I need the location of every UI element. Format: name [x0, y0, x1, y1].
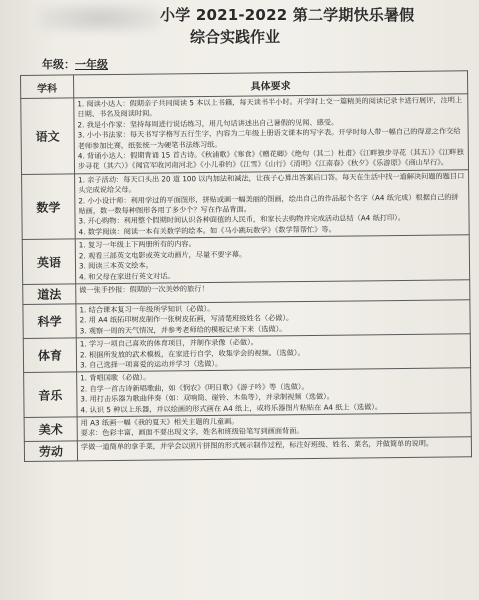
requirement-item: 用 A3 纸画一幅《我的夏天》相关主题的儿童画。 — [80, 416, 239, 428]
page-subtitle: 综合实践作业 — [190, 28, 281, 46]
subject-cell: 数学 — [22, 174, 76, 240]
requirement-item: 3. 用打击乐器为歌曲伴奏（如：双响筒、碰铃、木鱼等），并录制视频（选做）。 — [80, 391, 334, 404]
requirement-item: 1. 背唱国歌（必做）。 — [80, 372, 151, 383]
table-row — [22, 170, 470, 240]
table-row — [24, 368, 471, 417]
requirement-item: 1. 阅读小达人：假期亲子共同阅读 5 本以上书籍，每天读书半小时。开学时上交一篇精美的阅读记录卡进行展评，注明上日期、书名及阅读时间。 — [77, 95, 463, 119]
subject-cell: 音乐 — [24, 372, 77, 417]
subject-cell: 道法 — [23, 284, 76, 305]
requirement-item: 2. 小小设计师：利用学过的平面图形，拼贴或画一幅美丽的图画，绘出自己的作品起个名字（A4 纸完成）根据自己的拼贴画，数一数每种图形各用了多少个？写在作品背面。 — [78, 192, 459, 216]
requirement-item: 3. 阅读三本英文绘本。 — [78, 260, 153, 271]
requirement-item: 1. 结合课本复习一年级所学知识（必做）。 — [79, 303, 215, 315]
table-row — [21, 94, 469, 175]
requirement-item: 3. 小小书法家：每天书写字格写五行生字，内容为二年级上册语文课本的写字表。开学时每人带一幅自己的得意之作交给老师参加比赛，纸张统一为硬笔书法练习纸。 — [77, 126, 461, 151]
requirement-item: 3. 自己选择一项喜爱的运动并学习（选做）。 — [79, 358, 223, 370]
requirement-item: 1. 复习一年级上下两册所有的内容。 — [78, 239, 196, 250]
requirements-cell — [75, 235, 469, 284]
requirement-item: 做一张手抄报：假期的一次美妙的旅行！ — [79, 283, 209, 295]
requirements-column-header: 具体要求 — [74, 71, 468, 98]
requirement-item: 2. 我是小作家：坚持每周进行说话练习，用几句话讲述出自己暑假的见闻、感受。 — [77, 117, 339, 130]
table-row — [23, 334, 470, 373]
subject-cell: 体育 — [23, 338, 76, 373]
subject-cell: 美术 — [24, 417, 77, 441]
requirements-cell — [77, 437, 471, 461]
table-row — [22, 235, 469, 284]
requirement-item: 要求：色彩丰富，画面不要出现文字，姓名和班级铅笔写到画面背面。 — [80, 426, 304, 438]
requirement-item: 4. 数学阅读：阅读一本有关数学的绘本。如《马小跳玩数学》《数学帮帮忙》等。 — [78, 224, 336, 237]
table-body — [21, 94, 472, 461]
requirements-cell — [74, 94, 469, 174]
requirement-item: 4. 背诵小达人：假期背诵 15 首古诗。《秋浦歌》《寒食》《赠花卿》《绝句（其二）杜甫》《江畔独步寻花（其五）》《江畔独步寻花（其六）》《闻官军收河南河北》《小儿垂钓》《江雪》《山行》《清明》《江南春》《秋夕》《乐游原》《商山早行》。 — [77, 147, 464, 171]
blurred-header-area — [40, 4, 160, 32]
requirements-cell — [75, 170, 470, 240]
page-title: 小学 2021-2022 第二学期快乐暑假 — [160, 6, 415, 24]
requirement-item: 学做一道简单的拿手菜，并学会以照片拼图的形式展示制作过程，标注好班级、姓名、菜名，并做简单的说明。 — [80, 438, 434, 452]
requirements-cell — [76, 300, 470, 338]
requirements-cell — [76, 334, 470, 372]
grade-value: 一年级 — [75, 58, 108, 71]
subject-cell: 劳动 — [24, 441, 77, 462]
requirement-item: 4. 认识 5 种以上乐器，并以绘画的形式画在 A4 纸上，或将乐器图片粘贴在 A4 纸上（选做）。 — [80, 401, 383, 414]
subject-cell: 英语 — [22, 239, 75, 284]
requirement-item: 2. 根据所发放的武术模板，在家进行自学，收集学会的视频。（选做）。 — [79, 347, 305, 359]
requirement-item: 1. 亲子活动：每天口头出 20 道 100 以内加法和减法，让孩子心算出答案后口答。每天在生活中找一道解决问题的题目口头完成说给父母。 — [78, 171, 465, 195]
grade-label: 年级： — [42, 58, 75, 71]
requirement-item: 1. 学习一项自己喜欢的体育项目，并制作录像（必做）。 — [79, 337, 258, 349]
requirements-cell — [77, 368, 471, 417]
requirement-item: 4. 和父母在家进行英文对话。 — [79, 270, 175, 281]
homework-table — [20, 70, 472, 461]
requirement-item: 2. 自学一首古诗新唱歌曲，如《悯农》《明日歌》《游子吟》等（选做）。 — [80, 381, 309, 394]
requirement-item: 2. 用 A4 纸拓印树皮制作一张树皮拓画，写清楚班级姓名（必做）。 — [79, 313, 294, 325]
subject-cell: 语文 — [21, 98, 75, 174]
subject-cell: 科学 — [23, 304, 76, 339]
subject-column-header: 学科 — [21, 75, 74, 99]
requirement-item: 3. 观察一周的天气情况，并参考老师给的模板记录下来（选做）。 — [79, 323, 287, 336]
table-row — [24, 437, 471, 462]
table-row — [23, 300, 470, 339]
requirement-item: 2. 观看三部英文电影或英文动画片，尽量不要字幕。 — [78, 249, 247, 261]
grade-line — [42, 56, 108, 72]
requirement-item: 3. 开心购物：利用整个假期时间认识各种面值的人民币，和家长去购物并完成活动总结（A4 纸打印）。 — [78, 213, 405, 226]
